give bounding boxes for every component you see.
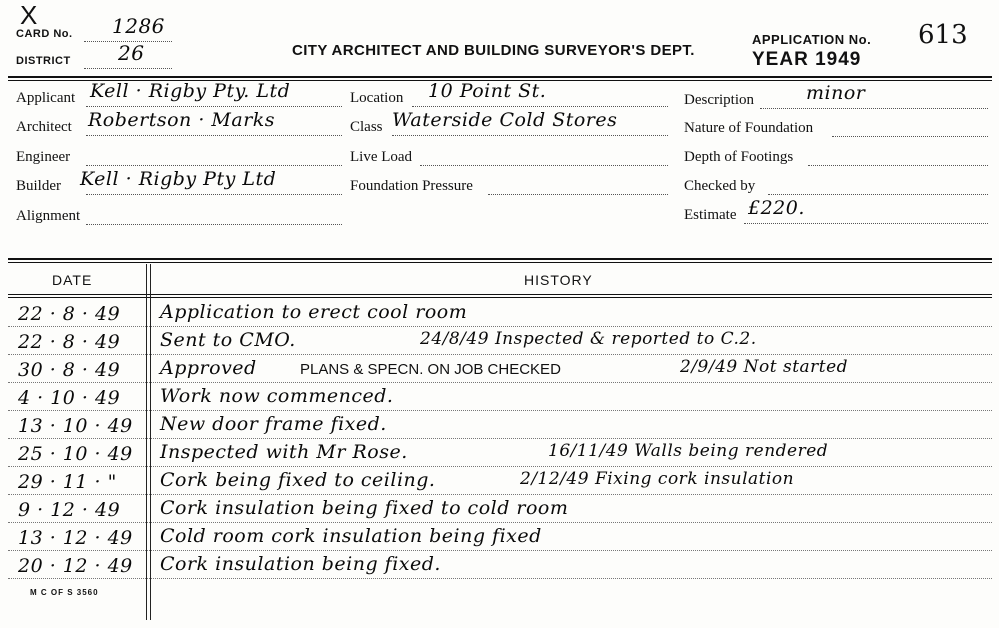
history-row-4-text: Work now commenced.: [160, 385, 394, 407]
history-row-10-date: 20 · 12 · 49: [18, 555, 133, 577]
card-no-value: 1286: [112, 14, 165, 38]
application-no-value: 613: [918, 20, 968, 50]
architect-value: Robertson · Marks: [88, 109, 276, 131]
history-row-9-text: Cold room cork insulation being fixed: [160, 525, 542, 547]
history-row-3-stamp: PLANS & SPECN. ON JOB CHECKED: [300, 361, 561, 378]
history-row-3-date: 30 · 8 · 49: [18, 359, 121, 381]
engineer-label: Engineer: [16, 149, 71, 165]
builder-label: Builder: [16, 178, 61, 194]
history-row-6-extra: 16/11/49 Walls being rendered: [548, 441, 829, 461]
form-code: M C OF S 3560: [30, 588, 99, 597]
year-label: YEAR 1949: [752, 49, 862, 70]
department-title: CITY ARCHITECT AND BUILDING SURVEYOR'S DEPT.: [292, 42, 695, 59]
description-value: minor: [806, 82, 866, 104]
depth-of-footings-label: Depth of Footings: [684, 149, 794, 165]
builder-value: Kell · Rigby Pty Ltd: [80, 168, 277, 190]
description-label: Description: [684, 92, 754, 108]
history-row-7-text: Cork being fixed to ceiling.: [160, 469, 436, 491]
estimate-label: Estimate: [684, 207, 737, 223]
application-no-label: APPLICATION No.: [752, 32, 872, 47]
date-column-header: DATE: [52, 272, 93, 288]
history-header-rule: [8, 294, 992, 295]
architect-label: Architect: [16, 119, 72, 135]
history-row-2-text: Sent to CMO.: [160, 329, 296, 351]
history-row-2-date: 22 · 8 · 49: [18, 331, 121, 353]
location-label: Location: [350, 90, 404, 106]
header-rule: [8, 76, 992, 78]
foundation-pressure-label: Foundation Pressure: [350, 178, 473, 194]
history-row-10-text: Cork insulation being fixed.: [160, 553, 441, 575]
history-row-3-extra: 2/9/49 Not started: [680, 357, 849, 377]
checked-by-label: Checked by: [684, 178, 756, 194]
history-row-8-date: 9 · 12 · 49: [18, 499, 121, 521]
card-no-label: CARD No.: [16, 28, 73, 40]
date-column-divider-2: [150, 264, 151, 620]
nature-of-foundation-label: Nature of Foundation: [684, 120, 814, 136]
history-column-header: HISTORY: [524, 272, 593, 288]
history-row-7-extra: 2/12/49 Fixing cork insulation: [520, 469, 795, 489]
location-value: 10 Point St.: [428, 80, 547, 102]
district-value: 26: [118, 41, 145, 65]
history-row-2-extra: 24/8/49 Inspected & reported to C.2.: [420, 329, 757, 349]
date-column-divider: [146, 264, 147, 620]
history-row-1-text: Application to erect cool room: [160, 301, 468, 323]
history-row-5-date: 13 · 10 · 49: [18, 415, 133, 437]
history-row-3-text: Approved: [160, 357, 257, 379]
applicant-label: Applicant: [16, 90, 76, 106]
applicant-value: Kell · Rigby Pty. Ltd: [90, 80, 291, 102]
class-label: Class: [350, 119, 383, 135]
corner-x-mark: X: [20, 0, 38, 30]
class-value: Waterside Cold Stores: [392, 109, 618, 131]
alignment-label: Alignment: [16, 208, 81, 224]
history-row-7-date: 29 · 11 · ": [18, 471, 117, 493]
estimate-value: £220.: [748, 197, 805, 219]
history-row-5-text: New door frame fixed.: [160, 413, 387, 435]
history-row-6-date: 25 · 10 · 49: [18, 443, 133, 465]
history-row-8-text: Cork insulation being fixed to cold room: [160, 497, 569, 519]
history-top-rule-thin: [8, 262, 992, 263]
history-header-rule-thin: [8, 297, 992, 298]
history-row-4-date: 4 · 10 · 49: [18, 387, 121, 409]
live-load-label: Live Load: [350, 149, 413, 165]
history-row-9-date: 13 · 12 · 49: [18, 527, 133, 549]
history-row-6-text: Inspected with Mr Rose.: [160, 441, 408, 463]
history-row-1-date: 22 · 8 · 49: [18, 303, 121, 325]
history-top-rule: [8, 258, 992, 260]
district-label: DISTRICT: [16, 55, 71, 67]
